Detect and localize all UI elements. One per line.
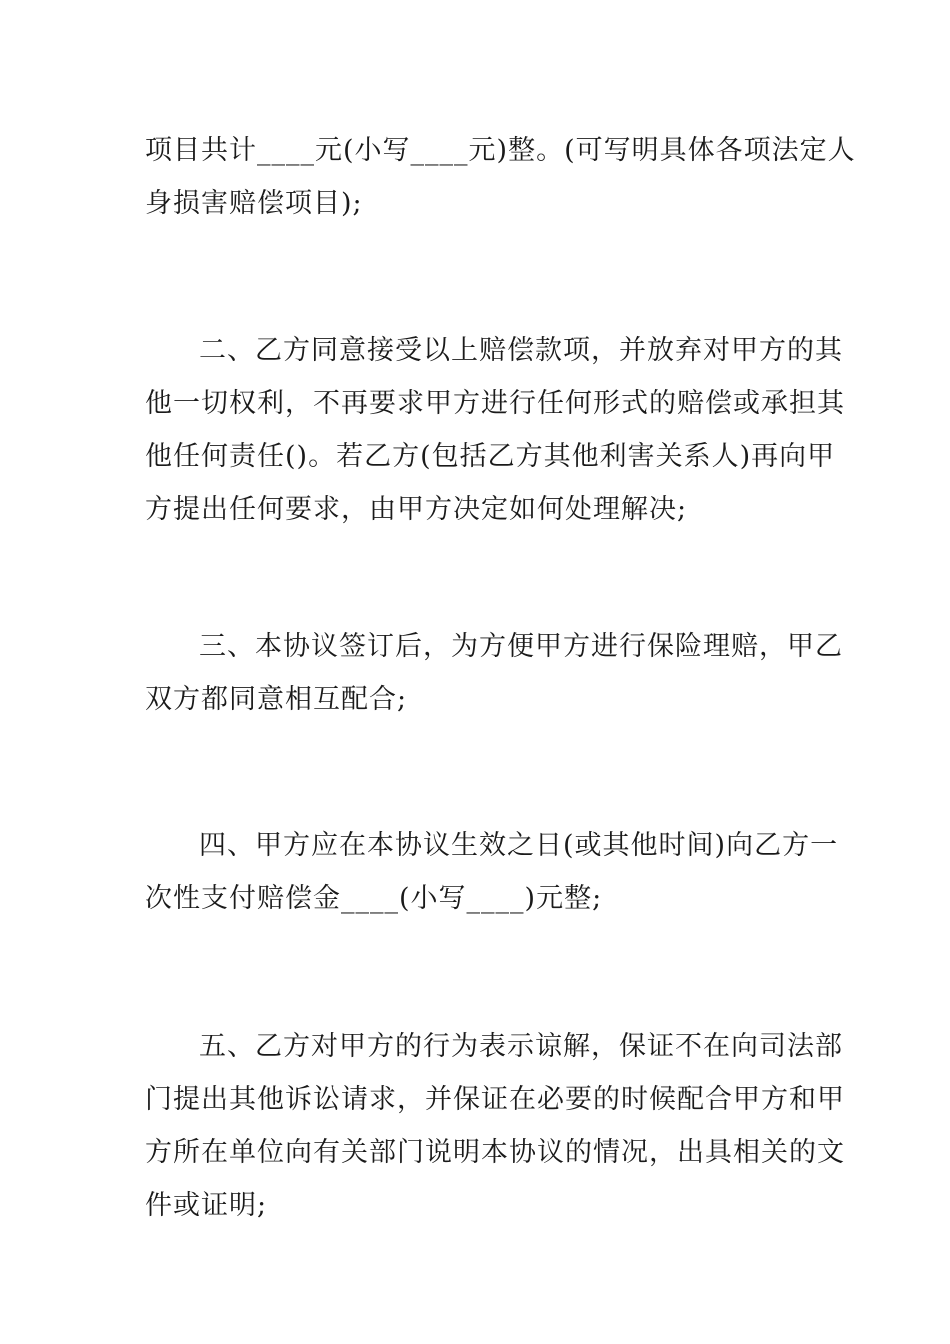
text-line: 项目共计____元(小写____元)整。(可写明具体各项法定人 [145, 135, 856, 166]
text-line: 二、乙方同意接受以上赔偿款项，并放弃对甲方的其 [199, 335, 843, 366]
text-line: 次性支付赔偿金____(小写____)元整; [145, 883, 603, 914]
text-line: 三、本协议签订后，为方便甲方进行保险理赔，甲乙 [199, 631, 843, 662]
paragraph-compensation-total [145, 124, 856, 230]
text-line: 方所在单位向有关部门说明本协议的情况，出具相关的文 [145, 1137, 845, 1168]
paragraph-clause-3 [145, 620, 843, 726]
text-line: 他一切权利，不再要求甲方进行任何形式的赔偿或承担其 [145, 388, 845, 419]
text-line: 方提出任何要求，由甲方决定如何处理解决; [145, 494, 688, 525]
paragraph-clause-4 [145, 819, 839, 925]
paragraph-clause-2 [145, 324, 845, 536]
paragraph-clause-5 [145, 1020, 845, 1232]
text-line: 四、甲方应在本协议生效之日(或其他时间)向乙方一 [199, 830, 839, 861]
text-line: 身损害赔偿项目); [145, 188, 363, 219]
text-line: 件或证明; [145, 1190, 268, 1221]
text-line: 双方都同意相互配合; [145, 684, 408, 715]
text-line: 他任何责任()。若乙方(包括乙方其他利害关系人)再向甲 [145, 441, 836, 472]
text-line: 门提出其他诉讼请求，并保证在必要的时候配合甲方和甲 [145, 1084, 845, 1115]
text-line: 五、乙方对甲方的行为表示谅解，保证不在向司法部 [199, 1031, 843, 1062]
